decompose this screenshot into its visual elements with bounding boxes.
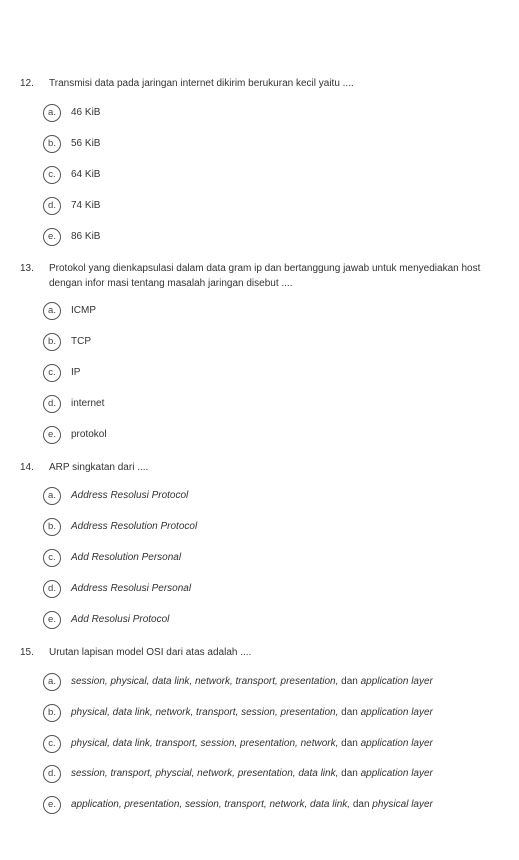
option-letter-badge: a. (43, 302, 61, 320)
option-text: TCP (71, 336, 91, 347)
option-text: Address Resolusi Personal (71, 583, 192, 594)
option-text: Address Resolution Protocol (71, 521, 198, 532)
question-text: Transmisi data pada jaringan internet dikirim berukuran kecil yaitu .... (49, 78, 354, 89)
option-text-main: physical, data link, network, transport, session, presentation, (71, 707, 339, 718)
option-letter-badge: b. (43, 518, 61, 536)
question-header (0, 76, 519, 91)
option-text: 74 KiB (71, 200, 101, 211)
option-text (71, 798, 433, 812)
option-letter-badge: e. (43, 426, 61, 444)
question-15 (0, 645, 519, 810)
option-letter-badge: d. (43, 580, 61, 598)
question-13 (0, 261, 519, 440)
option-text: IP (71, 367, 81, 378)
option-text: Address Resolusi Protocol (71, 490, 189, 501)
question-header (0, 261, 519, 291)
option-letter-badge: c. (43, 166, 61, 184)
question-number: 12. (20, 78, 34, 89)
option-letter-badge: c. (43, 549, 61, 567)
option-text: Add Resolusi Protocol (71, 614, 170, 625)
option-text (71, 675, 433, 689)
question-header (0, 460, 519, 475)
question-14 (0, 460, 519, 625)
option-text-main: application, presentation, session, transport, network, data link, (71, 799, 351, 810)
option-text: 46 KiB (71, 107, 101, 118)
option-text: 56 KiB (71, 138, 101, 149)
option-letter-badge: b. (43, 135, 61, 153)
option-text (71, 737, 433, 751)
option-letter-badge: b. (43, 704, 61, 722)
question-number: 14. (20, 462, 34, 473)
option-conjunction: dan (352, 799, 370, 810)
option-text-tail: application layer (360, 768, 433, 779)
option-text-tail: application layer (360, 738, 433, 749)
option-conjunction: dan (341, 676, 358, 687)
option-letter-badge: a. (43, 673, 61, 691)
option-text-tail: application layer (360, 676, 433, 687)
option-text: internet (71, 398, 105, 409)
option-letter-badge: d. (43, 395, 61, 413)
option-text: 64 KiB (71, 169, 101, 180)
option-letter-badge: a. (43, 487, 61, 505)
option-conjunction: dan (341, 738, 358, 749)
option-letter-badge: e. (43, 228, 61, 246)
question-number: 15. (20, 647, 34, 658)
option-text-tail: application layer (360, 707, 433, 718)
option-text-tail: physical layer (372, 799, 433, 810)
option-text-main: physical, data link, transport, session, presentation, network, (71, 738, 339, 749)
option-text: Add Resolution Personal (71, 552, 182, 563)
option-letter-badge: c. (43, 364, 61, 382)
option-text-main: session, transport, physcial, network, presentation, data link, (71, 768, 339, 779)
question-text: Urutan lapisan model OSI dari atas adalah .... (49, 647, 252, 658)
question-number: 13. (20, 263, 34, 274)
option-text (71, 706, 433, 720)
option-letter-badge: a. (43, 104, 61, 122)
option-conjunction: dan (341, 707, 358, 718)
option-text-main: session, physical, data link, network, transport, presentation, (71, 676, 339, 687)
option-letter-badge: c. (43, 735, 61, 753)
question-text: ARP singkatan dari .... (49, 462, 149, 473)
option-conjunction: dan (341, 768, 358, 779)
option-text: ICMP (71, 305, 96, 316)
option-letter-badge: d. (43, 765, 61, 783)
option-letter-badge: e. (43, 611, 61, 629)
question-text: Protokol yang dienkapsulasi dalam data gram ip dan bertanggung jawab untuk menyediakan host dengan infor masi tentang masalah jaringan disebut .... (49, 263, 481, 289)
option-text: protokol (71, 429, 107, 440)
option-letter-badge: b. (43, 333, 61, 351)
question-12 (0, 76, 519, 242)
option-text: 86 KiB (71, 231, 101, 242)
question-header (0, 645, 519, 660)
option-letter-badge: e. (43, 796, 61, 814)
option-text (71, 767, 433, 781)
option-letter-badge: d. (43, 197, 61, 215)
